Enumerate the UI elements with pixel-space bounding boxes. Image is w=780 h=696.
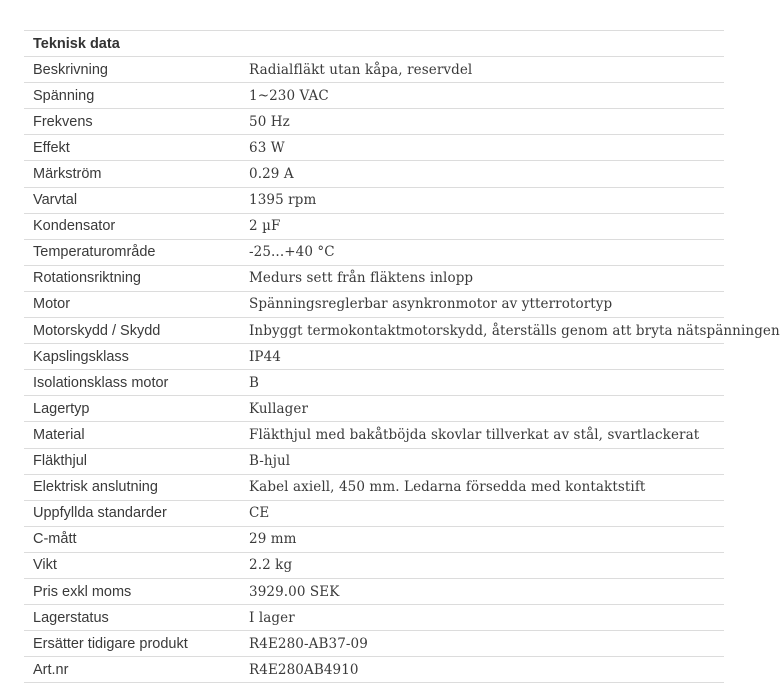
spec-label: Lagertyp [24,396,240,422]
table-row [24,109,724,135]
spec-label: Effekt [24,135,240,161]
spec-value: Fläkthjul med bakåtböjda skovlar tillverkat av stål, svartlackerat [240,422,724,448]
spec-value: 2.2 kg [240,552,724,578]
spec-label: Kapslingsklass [24,344,240,370]
spec-value: Inbyggt termokontaktmotorskydd, återställs genom att bryta nätspänningen [240,318,724,344]
table-row [24,552,724,578]
spec-label: Temperaturområde [24,239,240,265]
table-row [24,474,724,500]
spec-label: Spänning [24,83,240,109]
spec-value: R4E280-AB37-09 [240,631,724,657]
spec-value: -25...+40 °C [240,239,724,265]
spec-label: Lagerstatus [24,605,240,631]
spec-value: Medurs sett från fläktens inlopp [240,265,724,291]
spec-label: Beskrivning [24,57,240,83]
table-row [24,291,724,317]
spec-label: Ersätter tidigare produkt [24,631,240,657]
spec-value: 3929.00 SEK [240,578,724,604]
spec-value: R4E280AB4910 [240,657,724,683]
table-row [24,631,724,657]
spec-value: 29 mm [240,526,724,552]
table-row [24,318,724,344]
spec-label: Pris exkl moms [24,578,240,604]
table-row [24,239,724,265]
table-row [24,370,724,396]
table-row [24,448,724,474]
table-row [24,187,724,213]
spec-label: C-mått [24,526,240,552]
spec-label: Fläkthjul [24,448,240,474]
spec-label: Motorskydd / Skydd [24,318,240,344]
spec-label: Art.nr [24,657,240,683]
spec-value: 2 µF [240,213,724,239]
technical-data-table [24,30,780,683]
table-row [24,161,724,187]
table-row [24,135,724,161]
spec-value: Kabel axiell, 450 mm. Ledarna försedda med kontaktstift [240,474,724,500]
table-row [24,578,724,604]
table-row [24,605,724,631]
spec-label: Frekvens [24,109,240,135]
table-row [24,526,724,552]
table-title: Teknisk data [24,31,240,57]
spec-value: Kullager [240,396,724,422]
spec-label: Rotationsriktning [24,265,240,291]
spec-value: 50 Hz [240,109,724,135]
spec-label: Motor [24,291,240,317]
table-row [24,396,724,422]
spec-value: 63 W [240,135,724,161]
spec-label: Märkström [24,161,240,187]
spec-value: 1395 rpm [240,187,724,213]
spec-value: I lager [240,605,724,631]
spec-label: Vikt [24,552,240,578]
table-row [24,213,724,239]
table-row [24,265,724,291]
spec-label: Isolationsklass motor [24,370,240,396]
spec-label: Varvtal [24,187,240,213]
table-row [24,657,724,683]
spec-value: 0.29 A [240,161,724,187]
spec-value: CE [240,500,724,526]
spec-label: Kondensator [24,213,240,239]
spec-label: Elektrisk anslutning [24,474,240,500]
spec-value: 1~230 VAC [240,83,724,109]
table-header-empty-cell [240,31,724,57]
spec-value: IP44 [240,344,724,370]
table-header-row [24,31,724,57]
table-row [24,83,724,109]
table-row [24,57,724,83]
table-row [24,344,724,370]
spec-value: Radialfläkt utan kåpa, reservdel [240,57,724,83]
spec-value: B-hjul [240,448,724,474]
spec-value: B [240,370,724,396]
spec-value: Spänningsreglerbar asynkronmotor av ytterrotortyp [240,291,724,317]
table-row [24,500,724,526]
spec-label: Uppfyllda standarder [24,500,240,526]
table-row [24,422,724,448]
spec-label: Material [24,422,240,448]
